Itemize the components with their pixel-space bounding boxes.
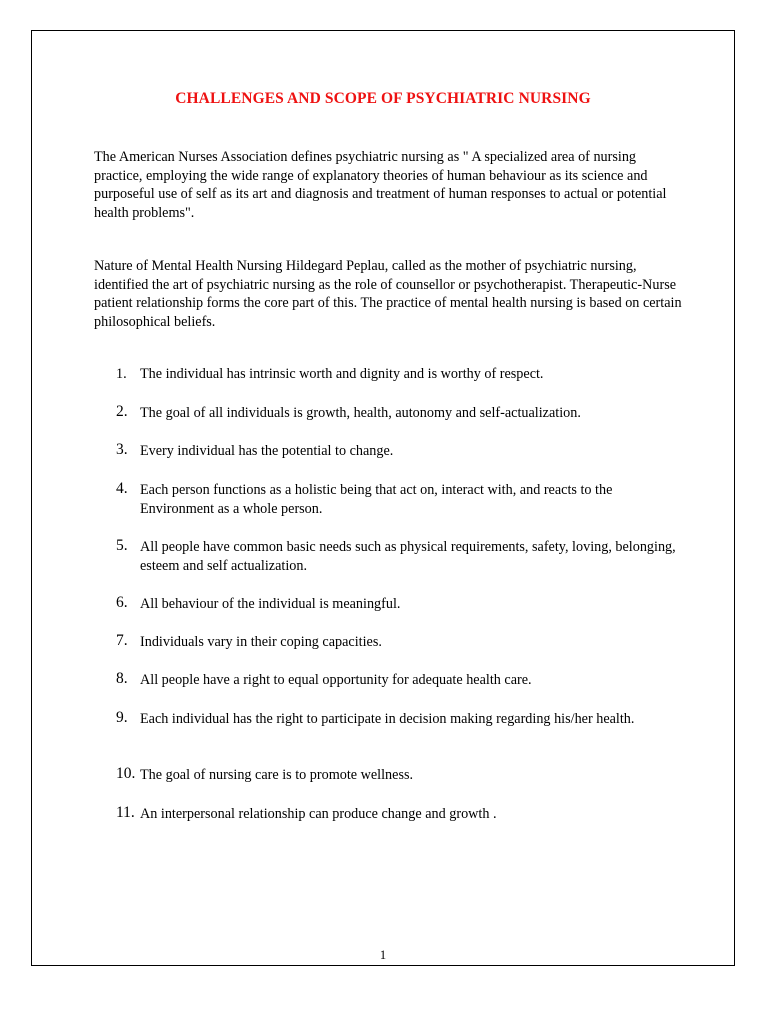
list-item-text: The goal of all individuals is growth, health, autonomy and self-actualization. [140,405,581,421]
list-item-number: 5. [116,537,128,554]
page-title: CHALLENGES AND SCOPE OF PSYCHIATRIC NURSING [175,90,591,107]
list-item [116,365,676,384]
paragraph-nature-of-mental-health-nursing: Nature of Mental Health Nursing Hildegard Peplau, called as the mother of psychiatric nursing, identified the art of psychiatric nursing as the role of counsellor or psychotherapist. Therapeutic-Nurse patient relationship forms the core part of this. The practice of mental health nursing is based on certain philosophical beliefs. [94,258,682,330]
list-item-number: 8. [116,670,128,687]
list-item [116,710,676,729]
page-number: 1 [379,948,387,962]
list-item-text: All people have a right to equal opportunity for adequate health care. [140,672,532,688]
list-item-number: 9. [116,709,128,726]
list-item [116,633,676,652]
list-item-text: Individuals vary in their coping capacities. [140,634,382,650]
beliefs-list [32,31,734,965]
list-item-number: 1. [116,366,127,382]
list-item [116,805,676,824]
list-item-number: 4. [116,480,128,497]
list-item-text: The individual has intrinsic worth and dignity and is worthy of respect. [140,366,544,382]
list-item [116,595,676,614]
list-item [116,538,676,575]
list-item-text: All people have common basic needs such as physical requirements, safety, loving, belonging, esteem and self actualization. [140,539,676,574]
list-item-number: 10. [116,765,136,782]
list-item [116,481,676,518]
list-item-text: Each person functions as a holistic being that act on, interact with, and reacts to the Environment as a whole person. [140,482,613,517]
list-item-number: 11. [116,804,135,821]
document-page [31,30,735,966]
list-item [116,671,676,690]
list-item-number: 6. [116,594,128,611]
list-item-text: All behaviour of the individual is meaningful. [140,596,401,612]
list-item [116,766,676,785]
list-item [116,442,676,461]
list-item-number: 3. [116,441,128,458]
list-item-number: 2. [116,403,128,420]
list-item-number: 7. [116,632,128,649]
list-item-text: Each individual has the right to participate in decision making regarding his/her health. [140,711,635,727]
list-item-text: Every individual has the potential to change. [140,443,394,459]
list-item-text: An interpersonal relationship can produce change and growth . [140,806,497,822]
list-item [116,404,676,423]
list-item-text: The goal of nursing care is to promote wellness. [140,767,414,783]
paragraph-ana-definition: The American Nurses Association defines psychiatric nursing as " A specialized area of nursing practice, employing the wide range of explanatory theories of human behaviour as its science and purposeful use of self as its art and diagnosis and treatment of human responses to actual or potential health problems". [94,149,667,221]
